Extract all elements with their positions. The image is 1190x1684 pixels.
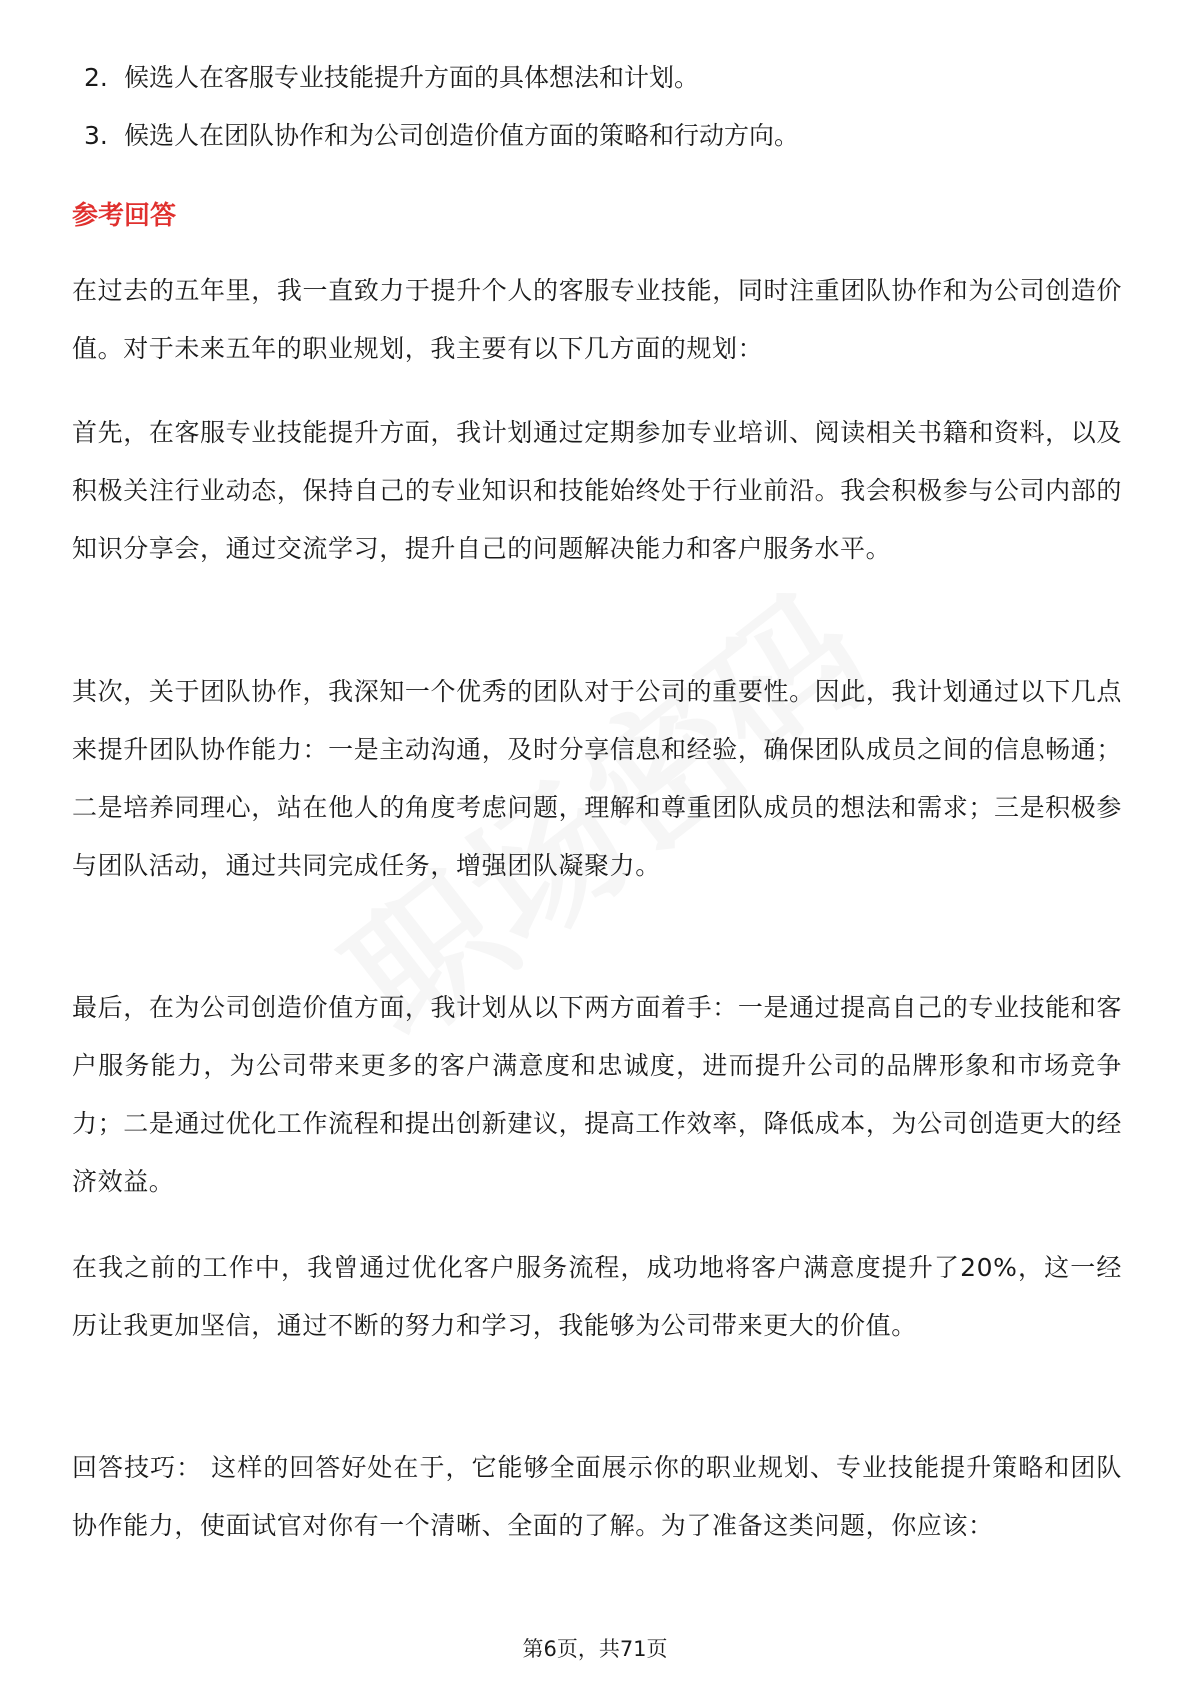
paragraph-experience: 在我之前的工作中，我曾通过优化客户服务流程，成功地将客户满意度提升了20%，这一经历让我更加坚信，通过不断的努力和学习，我能够为公司带来更大的价值。 — [72, 1253, 1122, 1340]
list-item-number: 2. — [84, 63, 108, 92]
list-item — [84, 62, 1114, 120]
page-number: 第6页，共71页 — [522, 1637, 668, 1661]
list-item-number: 3. — [84, 121, 108, 150]
list-item — [84, 120, 1114, 178]
paragraph-intro: 在过去的五年里，我一直致力于提升个人的客服专业技能，同时注重团队协作和为公司创造价值。对于未来五年的职业规划，我主要有以下几方面的规划： — [72, 276, 1122, 363]
paragraph-skills: 首先，在客服专业技能提升方面，我计划通过定期参加专业培训、阅读相关书籍和资料，以及积极关注行业动态，保持自己的专业知识和技能始终处于行业前沿。我会积极参与公司内部的知识分享会，通过交流学习，提升自己的问题解决能力和客户服务水平。 — [72, 418, 1122, 563]
list-item-text: 候选人在团队协作和为公司创造价值方面的策略和行动方向。 — [124, 121, 800, 150]
paragraph-tips: 回答技巧： 这样的回答好处在于，它能够全面展示你的职业规划、专业技能提升策略和团队协作能力，使面试官对你有一个清晰、全面的了解。为了准备这类问题，你应该： — [72, 1453, 1122, 1540]
section-title: 参考回答 — [72, 201, 177, 231]
paragraph-teamwork: 其次，关于团队协作，我深知一个优秀的团队对于公司的重要性。因此，我计划通过以下几点来提升团队协作能力：一是主动沟通，及时分享信息和经验，确保团队成员之间的信息畅通；二是培养同理心，站在他人的角度考虑问题，理解和尊重团队成员的想法和需求；三是积极参与团队活动，通过共同完成任务，增强团队凝聚力。 — [72, 677, 1122, 880]
list-item-text: 候选人在客服专业技能提升方面的具体想法和计划。 — [124, 63, 700, 92]
criteria-list — [84, 62, 1114, 178]
paragraph-value: 最后，在为公司创造价值方面，我计划从以下两方面着手：一是通过提高自己的专业技能和客户服务能力，为公司带来更多的客户满意度和忠诚度，进而提升公司的品牌形象和市场竞争力；二是通过优化工作流程和提出创新建议，提高工作效率，降低成本，为公司创造更大的经济效益。 — [72, 993, 1122, 1196]
